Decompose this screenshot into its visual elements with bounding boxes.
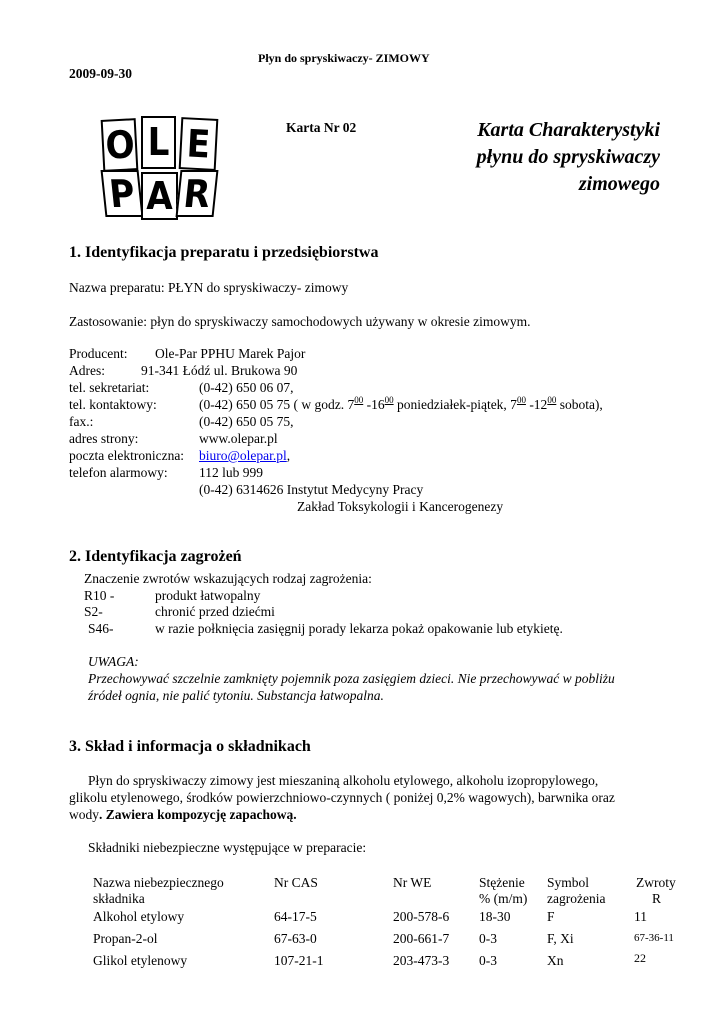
producer-value: Ole-Par PPHU Marek Pajor: [155, 346, 306, 361]
section-3-heading: 3. Skład i informacja o składnikach: [69, 738, 311, 755]
col-header-concentration-1: Stężenie: [479, 875, 525, 890]
phrase-code: S2-: [84, 604, 103, 619]
logo-letter-a: A: [141, 172, 178, 220]
phrase-text: produkt łatwopalny: [155, 588, 261, 603]
phrase-code: S46-: [88, 621, 114, 636]
product-use-line: Zastosowanie: płyn do spryskiwaczy samochodowych używany w okresie zimowym.: [69, 314, 531, 329]
phrase-text: chronić przed dziećmi: [155, 604, 275, 619]
email-label: poczta elektroniczna:: [69, 448, 185, 463]
document-header-title: Płyn do spryskiwaczy- ZIMOWY: [258, 51, 430, 65]
table-cell-we: 200-661-7: [393, 931, 450, 946]
logo-letter-l: L: [141, 116, 176, 169]
table-cell-we: 200-578-6: [393, 909, 450, 924]
website-value: www.olepar.pl: [199, 431, 278, 446]
table-cell-symbol: F, Xi: [547, 931, 574, 946]
warning-label: UWAGA:: [88, 654, 139, 669]
col-header-name-2: składnika: [93, 891, 145, 906]
warning-text-line-2: źródeł ognia, nie palić tytoniu. Substancja łatwopalna.: [88, 688, 384, 703]
phrase-text: w razie połknięcia zasięgnij porady lekarza pokaż opakowanie lub etykietę.: [155, 621, 563, 636]
card-number: Karta Nr 02: [286, 120, 357, 135]
product-name-line: Nazwa preparatu: PŁYN do spryskiwaczy- zimowy: [69, 280, 349, 295]
alarm-phone-value: 112 lub 999: [199, 465, 263, 480]
contact-phone-value: (0-42) 650 05 75 ( w godz. $7^{00}$ $-16^{00}$ poniedziałek-piątek, $7^{00}$ $-12^{00}$ sobota),: [199, 395, 603, 412]
logo-letter-e: E: [179, 117, 219, 171]
address-value: 91-341 Łódź ul. Brukowa 90: [141, 363, 298, 378]
logo-letter-r: R: [176, 170, 219, 217]
institute-line-2: Zakład Toksykologii i Kancerogenezy: [297, 499, 504, 514]
address-label: Adres:: [69, 363, 105, 378]
col-header-name-1: Nazwa niebezpiecznego: [93, 875, 224, 890]
secretariat-label: tel. sekretariat:: [69, 380, 150, 395]
table-cell-name: Glikol etylenowy: [93, 953, 188, 968]
contact-phone-label: tel. kontaktowy:: [69, 397, 157, 412]
components-intro: Składniki niebezpieczne występujące w preparacie:: [88, 840, 367, 855]
institute-line-1: (0-42) 6314626 Instytut Medycyny Pracy: [199, 482, 424, 497]
phrase-code: R10 -: [84, 588, 115, 603]
table-cell-cas: 107-21-1: [274, 953, 324, 968]
table-cell-name: Alkohol etylowy: [93, 909, 185, 924]
section-1-heading: 1. Identyfikacja preparatu i przedsiębiorstwa: [69, 244, 379, 261]
col-header-r-phrases-2: R: [652, 891, 662, 906]
composition-text-line-3: wody. Zawiera kompozycję zapachową.: [69, 807, 297, 822]
table-cell-concentration: 0-3: [479, 931, 497, 946]
fax-label: fax.:: [69, 414, 94, 429]
col-header-symbol-1: Symbol: [547, 875, 590, 890]
table-cell-symbol: F: [547, 909, 555, 924]
table-cell-symbol: Xn: [547, 953, 564, 968]
phrases-intro: Znaczenie zwrotów wskazujących rodzaj zagrożenia:: [84, 571, 372, 586]
composition-text-line-1: Płyn do spryskiwaczy zimowy jest mieszaniną alkoholu etylowego, alkoholu izopropylowego,: [88, 773, 599, 788]
card-title-line-1: Karta Charakterystyki: [477, 119, 660, 141]
website-label: adres strony:: [69, 431, 139, 446]
table-cell-cas: 67-63-0: [274, 931, 317, 946]
email-link[interactable]: biuro@olepar.pl: [199, 448, 287, 463]
logo-letter-o: O: [101, 118, 139, 172]
table-cell-cas: 64-17-5: [274, 909, 317, 924]
table-cell-r-phrases: 22: [634, 951, 646, 965]
section-2-heading: 2. Identyfikacja zagrożeń: [69, 548, 242, 565]
table-cell-concentration: 18-30: [479, 909, 511, 924]
col-header-concentration-2: % (m/m): [479, 891, 528, 906]
document-date: 2009-09-30: [69, 66, 132, 81]
table-cell-concentration: 0-3: [479, 953, 497, 968]
logo-letter-p: P: [101, 170, 144, 217]
col-header-symbol-2: zagrożenia: [547, 891, 606, 906]
card-title-line-2: płynu do spryskiwaczy: [476, 146, 660, 168]
table-cell-r-phrases: 67-36-11: [634, 932, 674, 944]
table-cell-we: 203-473-3: [393, 953, 450, 968]
warning-text-line-1: Przechowywać szczelnie zamknięty pojemnik poza zasięgiem dzieci. Nie przechowywać w pobliżu: [88, 671, 615, 686]
producer-label: Producent:: [69, 346, 128, 361]
card-title-line-3: zimowego: [578, 173, 660, 195]
fax-value: (0-42) 650 05 75,: [199, 414, 294, 429]
col-header-we: Nr WE: [393, 875, 432, 890]
email-container: biuro@olepar.pl,: [199, 448, 291, 463]
col-header-r-phrases-1: Zwroty: [636, 875, 676, 890]
secretariat-phone: (0-42) 650 06 07,: [199, 380, 294, 395]
table-cell-name: Propan-2-ol: [93, 931, 158, 946]
composition-text-line-2: glikolu etylenowego, środków powierzchniowo-czynnych ( poniżej 0,2% wagowych), barwnika oraz: [69, 790, 615, 805]
table-cell-r-phrases: 11: [634, 909, 647, 924]
alarm-phone-label: telefon alarmowy:: [69, 465, 168, 480]
col-header-cas: Nr CAS: [274, 875, 318, 890]
